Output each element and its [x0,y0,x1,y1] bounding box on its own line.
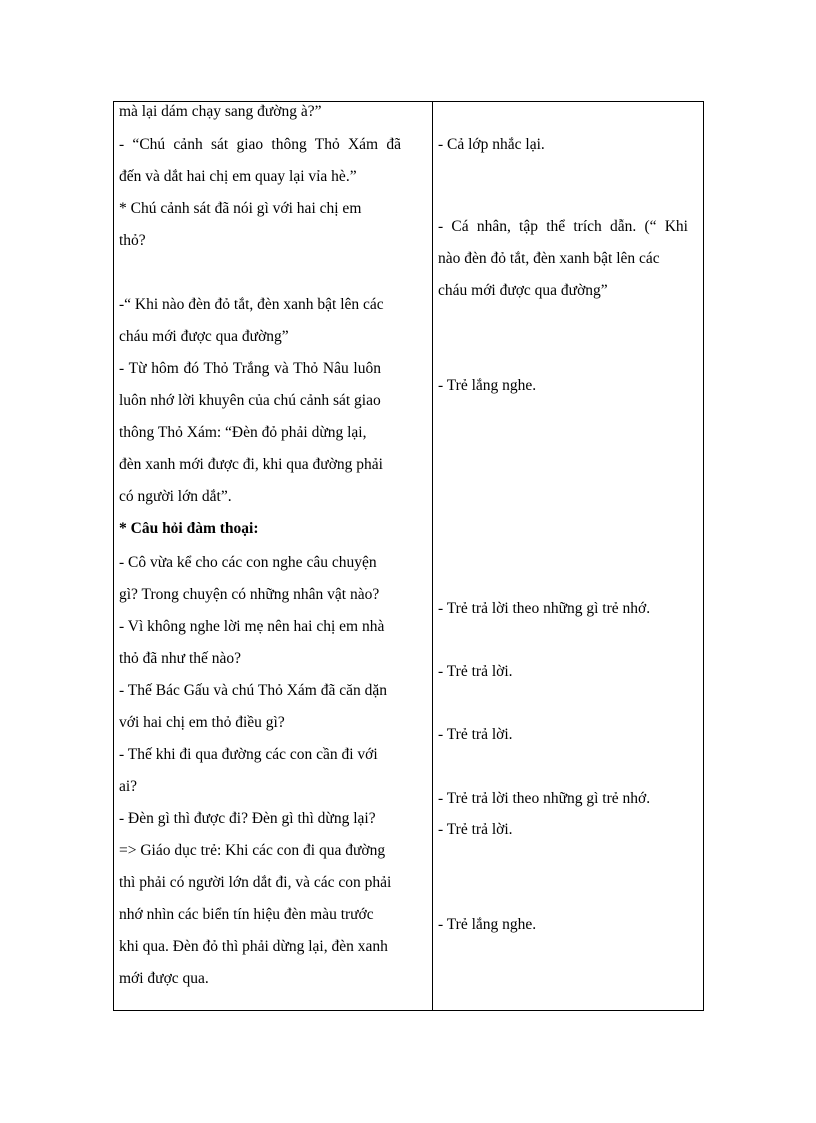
column-divider [432,102,433,1010]
teacher-line: đèn xanh mới được đi, khi qua đường phải [119,456,383,473]
student-response: - Cá nhân, tập thể trích dẫn. (“ Khi [438,218,688,235]
teacher-question: - Vì không nghe lời mẹ nên hai chị em nhà [119,618,385,635]
student-response: cháu mới được qua đường” [438,282,608,299]
teacher-line: cháu mới được qua đường” [119,328,289,345]
teacher-line: khi qua. Đèn đỏ thì phải dừng lại, đèn xanh [119,938,388,955]
teacher-line: => Giáo dục trẻ: Khi các con đi qua đường [119,842,386,859]
teacher-question: - Thế khi đi qua đường các con cần đi với [119,746,378,763]
teacher-line: nhớ nhìn các biển tín hiệu đèn màu trước [119,906,374,923]
lesson-table [113,101,704,1011]
student-response: - Trẻ trả lời theo những gì trẻ nhớ. [438,600,651,617]
teacher-question: ai? [119,778,138,795]
teacher-question: * Chú cảnh sát đã nói gì với hai chị em [119,200,362,217]
student-response: nào đèn đỏ tắt, đèn xanh bật lên các [438,250,660,267]
section-heading: * Câu hỏi đàm thoại: [119,520,259,537]
teacher-line: thì phải có người lớn dắt đi, và các con phải [119,874,392,891]
teacher-question: gì? Trong chuyện có những nhân vật nào? [119,586,380,603]
teacher-line: - Từ hôm đó Thỏ Trắng và Thỏ Nâu luôn [119,360,381,377]
teacher-line: thông Thỏ Xám: “Đèn đỏ phải dừng lại, [119,424,367,441]
teacher-line: đến và dắt hai chị em quay lại vỉa hè.” [119,168,357,185]
teacher-line: có người lớn dắt”. [119,488,232,505]
teacher-question: - Thế Bác Gấu và chú Thỏ Xám đã căn dặn [119,682,387,699]
student-response: - Trẻ trả lời. [438,821,513,838]
teacher-question: - Cô vừa kể cho các con nghe câu chuyện [119,554,377,571]
student-response: - Trẻ lắng nghe. [438,377,537,394]
teacher-question: thỏ đã như thế nào? [119,650,242,667]
student-response: - Trẻ trả lời theo những gì trẻ nhớ. [438,790,651,807]
teacher-line: mà lại dám chạy sang đường à?” [119,103,322,120]
teacher-line: mới được qua. [119,970,209,987]
teacher-question: - Đèn gì thì được đi? Đèn gì thì dừng lại? [119,810,376,827]
student-response: - Trẻ lắng nghe. [438,916,537,933]
student-response: - Cả lớp nhắc lại. [438,136,545,153]
teacher-line: luôn nhớ lời khuyên của chú cảnh sát giao [119,392,381,409]
teacher-line: -“ Khi nào đèn đỏ tắt, đèn xanh bật lên các [119,296,384,313]
student-response: - Trẻ trả lời. [438,726,513,743]
teacher-question: với hai chị em thỏ điều gì? [119,714,285,731]
teacher-line: - “Chú cảnh sát giao thông Thỏ Xám đã [119,136,401,153]
student-response: - Trẻ trả lời. [438,663,513,680]
teacher-question: thỏ? [119,232,146,249]
